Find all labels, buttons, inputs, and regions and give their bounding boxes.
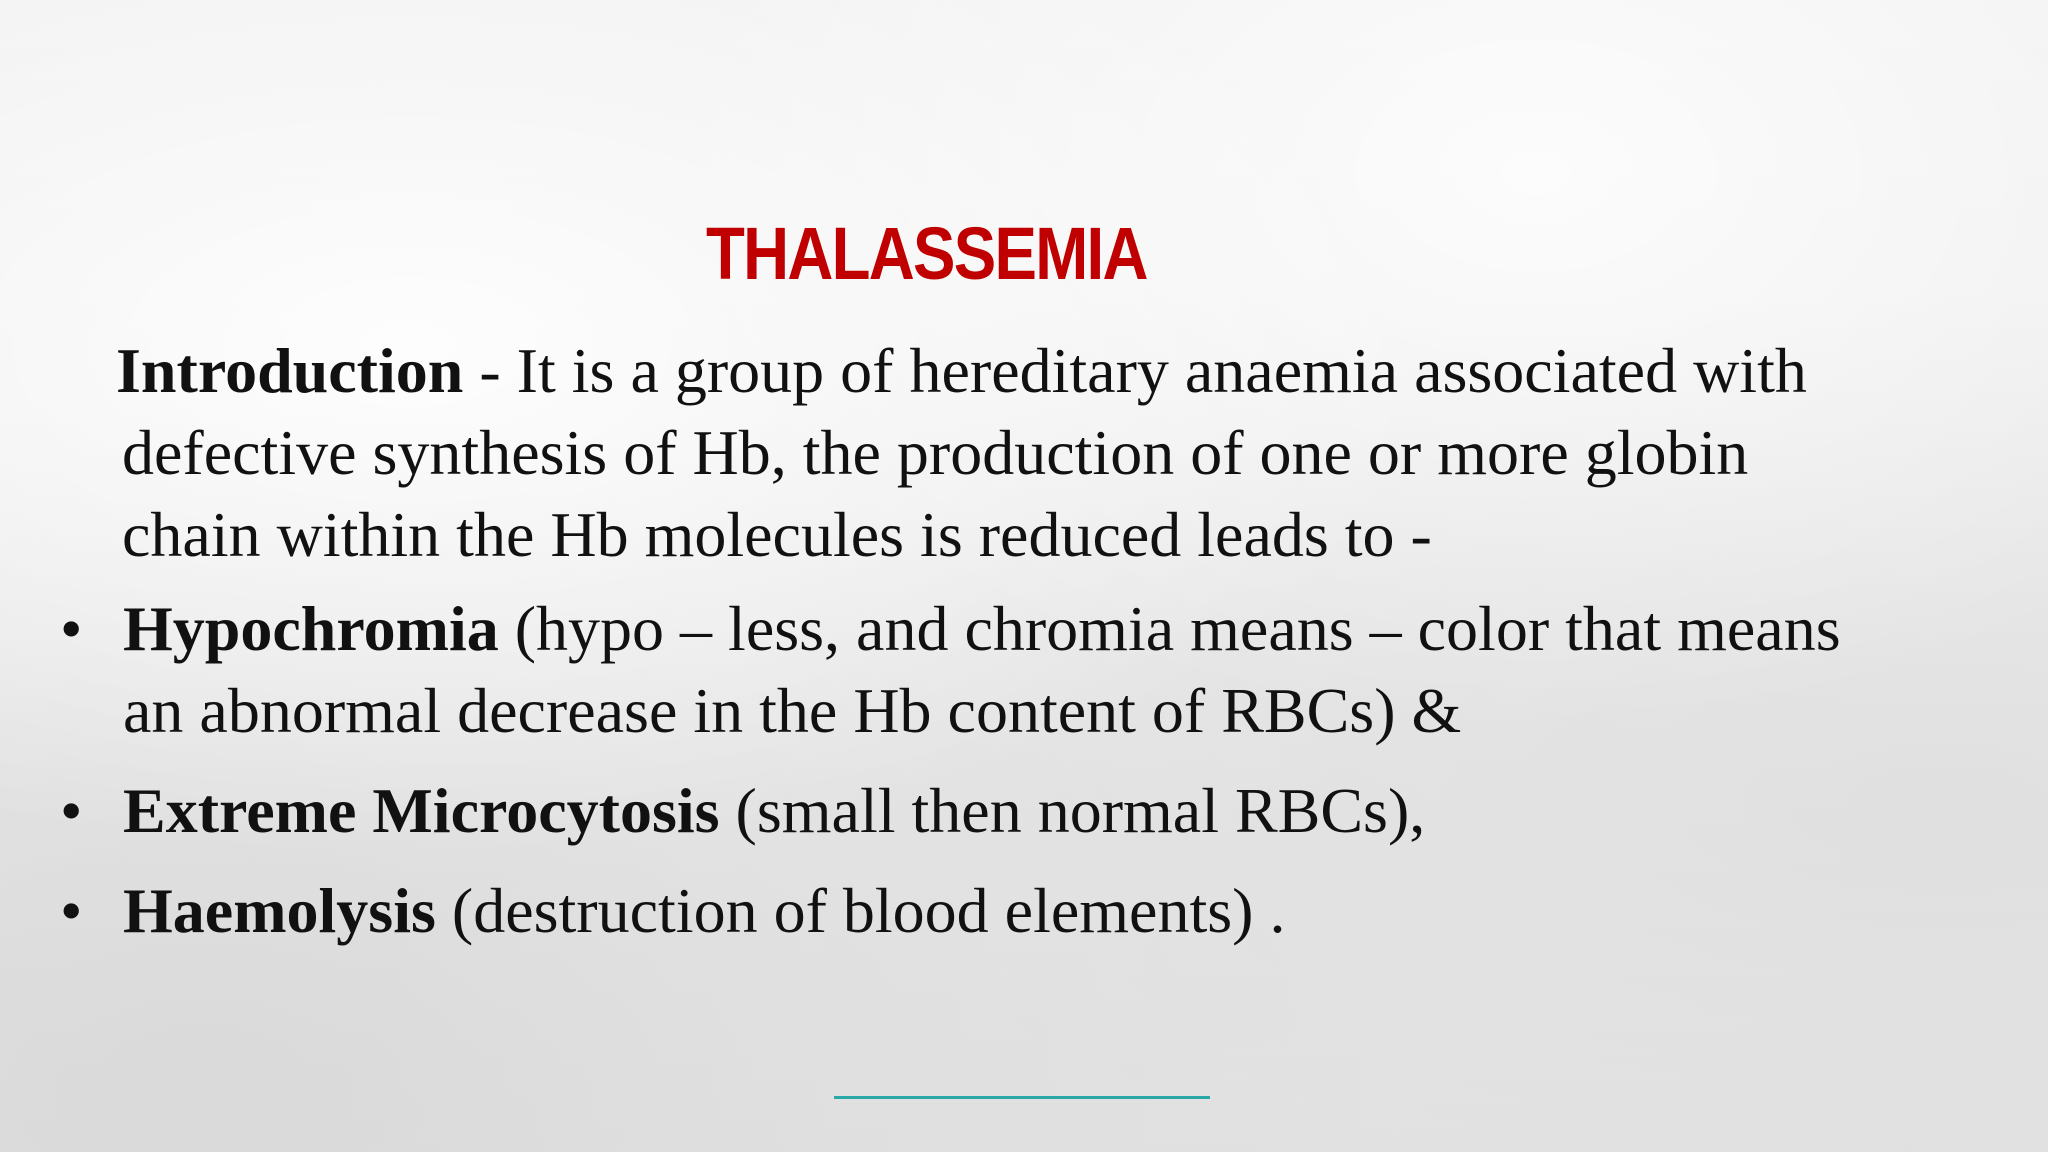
bullet-term: Hypochromia <box>123 593 499 664</box>
intro-heading: Introduction <box>116 335 464 406</box>
bullet-item-haemolysis <box>60 870 1990 952</box>
bullet-item-microcytosis <box>60 770 1990 852</box>
intro-line-2: defective synthesis of Hb, the production of one or more globin <box>122 417 1749 488</box>
intro-line-3: chain within the Hb molecules is reduced leads to - <box>122 499 1432 570</box>
intro-paragraph <box>116 330 1996 576</box>
slide-title: THALASSEMIA <box>706 212 1147 295</box>
bullet-icon: • <box>60 875 83 946</box>
bullet-term: Extreme Microcytosis <box>123 775 720 846</box>
bullet-icon: • <box>60 775 83 846</box>
bullet-item-hypochromia <box>60 588 1990 752</box>
intro-line-1-text: - It is a group of hereditary anaemia associated with <box>463 335 1807 406</box>
bullet-icon: • <box>60 593 83 664</box>
bullet-text: (small then normal RBCs), <box>719 775 1426 846</box>
intro-line-1 <box>116 330 1996 412</box>
bullet-line <box>123 770 1990 852</box>
bullet-term: Haemolysis <box>123 875 436 946</box>
bullet-text: (hypo – less, and chromia means – color that means <box>498 593 1841 664</box>
bullet-line <box>123 870 1990 952</box>
bullet-list <box>60 588 1990 970</box>
bullet-text: (destruction of blood elements) . <box>435 875 1286 946</box>
accent-divider <box>834 1096 1210 1099</box>
bullet-line <box>123 588 1990 670</box>
bullet-line-continued: an abnormal decrease in the Hb content of RBCs) & <box>123 675 1462 746</box>
